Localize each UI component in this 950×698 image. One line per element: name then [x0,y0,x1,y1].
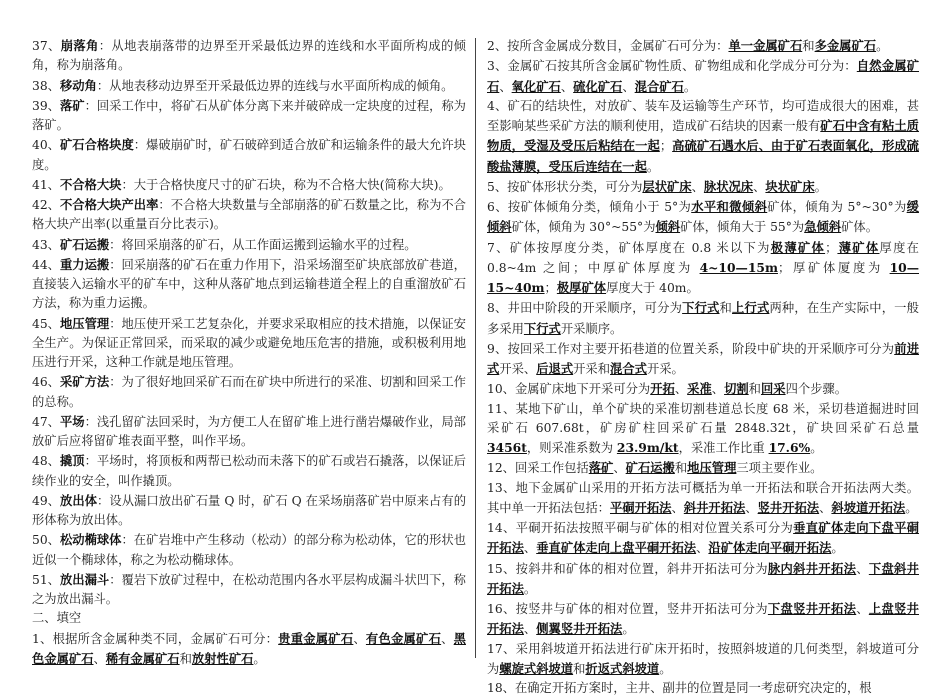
text-run: 、 [819,500,832,515]
answer: 倾斜 [655,219,681,235]
text-run: ； [544,281,557,295]
text-run: ：设从漏口放出矿石量 Q 时，矿石 Q 在采场崩落矿岩中原来占有的形体称为放出体。 [32,493,466,527]
paragraph [487,298,919,339]
text-run: 4、矿石的结块性，对放矿、装车及运输等生产环节，均可造成很大的困难，甚至影响某些采矿方法的顺利使用，造成矿石结块的因素一般有 [487,98,919,133]
text-run: 。 [253,651,266,666]
term: 崩落角 [60,38,99,53]
text-run: 开采、 [499,362,537,376]
paragraph [32,175,466,195]
paragraph [487,197,919,238]
text-run: ：大于合格快度尺寸的矿石块，称为不合格大快(简称大块)。 [121,177,451,192]
right-column [487,36,919,698]
term: 撬顶 [59,453,85,469]
text-run: ：从地表崩落带的边界至开采最低边界的连线和水平面所构成的倾角，称为崩落角。 [32,39,466,73]
text-run: ：从地表移动边界至开采最低边界的连线与水平面所构成的倾角。 [96,78,454,93]
text-run: ，则采准系数为 [526,441,617,455]
text-run: 5、按矿体形状分类，可分为 [487,179,643,194]
paragraph [32,96,466,136]
text-run: 、 [711,382,725,397]
text-run: ； [659,139,673,154]
column-divider [475,38,476,658]
text-run: 48、 [32,454,60,469]
text-run: 开采。 [646,362,684,376]
answer: 上行式 [732,300,770,316]
term: 地压管理 [59,315,110,331]
text-run: 和 [573,661,586,676]
text-run: 6、按矿体倾角分类，倾角小于 5°为 [487,200,692,214]
answer: 高硫矿石遇水后、由于矿石表面氧化，形成硫酸盐薄膜，受压后连结在一起 [487,138,919,174]
paragraph [487,559,919,600]
text-run: 38、 [32,78,60,93]
text-run: 、 [753,179,766,194]
answer: 混合矿石 [634,78,684,94]
paragraph [487,599,919,640]
text-run: ：覆岩下放矿过程中，在松动范围内各水平层构成漏斗状凹下，称之为放出漏斗。 [32,572,466,606]
answer: 水平和微倾斜 [691,199,768,214]
text-run: 矿体，倾角大于 55°为 [680,220,805,235]
text-run: 3、金属矿石按其所含金属矿物性质、矿物组成和化学成分可分为： [487,59,857,74]
text-run: 17、采用斜坡道开拓法进行矿床开拓时，按照斜坡道的几何类型，斜坡道可分为 [487,641,919,676]
text-run: 7、矿体按厚度分类，矿体厚度在 0.8 米以下为 [487,240,771,255]
paragraph [487,36,919,56]
text-run: 和 [719,301,733,316]
paragraph [32,609,466,628]
answer: 稀有金属矿石 [105,650,180,666]
term: 不合格大块产出率 [59,197,159,212]
answer: 块状矿床 [765,178,815,194]
text-run: 16、按竖井与矿体的相对位置，竖井开拓法可分为 [487,602,768,616]
answer: 脉内斜井开拓法 [767,560,857,576]
answer: 地压管理 [687,460,737,476]
text-run: 10、金属矿床地下开采可分为 [487,382,651,397]
text-run: ，采准工作比重 [678,441,769,455]
text-run: 。 [622,622,635,637]
text-run: 、 [745,500,758,515]
text-run: 11、某地下矿山，单个矿块的采准切割巷道总长度 68 米，采切巷道掘进时回采矿石 607.68t，矿房矿柱回采矿石量 2848.32t，矿块回采矿石总量 [487,401,919,435]
text-run: 。 [659,661,672,676]
text-run: 和 [674,461,688,476]
text-run: 矿体。 [841,220,879,235]
answer: 螺旋式斜坡道 [499,660,574,676]
answer: 折返式斜坡道 [585,660,660,676]
text-run: 、 [93,651,106,666]
paragraph [32,76,466,96]
text-run: 、 [622,79,635,94]
answer: 层状矿床 [642,178,692,194]
text-run: 13、地下金属矿山采用的开拓方法可概括为单一开拓法和联合开拓法两大类。其中单一开拓法包括： [487,480,919,515]
text-run: 三项主要作业。 [736,461,823,476]
answer: 后退式 [536,361,574,376]
answer: 单一金属矿石 [728,38,803,53]
text-run: 。 [905,500,918,515]
text-run: 15、按斜井和矿体的相对位置，斜井开拓法可分为 [487,561,768,576]
text-run: 和 [179,651,192,666]
text-run: 41、 [32,177,60,192]
answer: 采准 [687,381,712,397]
term: 矿石合格块度 [59,137,134,153]
answer: 混合式 [610,361,647,376]
paragraph [487,400,919,459]
paragraph [32,195,466,235]
paragraph [487,379,919,399]
paragraph [32,235,466,255]
text-run: 和 [748,382,761,397]
text-run: 49、 [32,493,61,508]
text-run: 12、回采工作包括 [487,461,589,476]
text-run: 、 [523,541,537,556]
answer: 切割 [724,381,749,397]
text-run: 40、 [32,138,60,153]
answer: 10—15~40m [487,259,919,295]
text-run: 。 [810,441,823,455]
text-run: 四个步骤。 [785,382,848,397]
answer: 开拓 [650,381,675,397]
text-run: 14、平硐开拓法按照平硐与矿体的相对位置关系可分为 [487,521,794,535]
answer: 贵重金属矿石 [278,630,354,646]
paragraph [487,97,919,177]
text-run: 。 [646,159,660,174]
term: 重力运搬 [59,256,110,272]
answer: 斜坡道开拓法 [831,499,906,515]
text-run: ； [825,240,838,255]
text-run: 46、 [32,375,60,390]
text-run: 18、在确定开拓方案时，主井、副井的位置是同一考虑研究决定的，根 [487,681,872,695]
text-run: 、 [856,602,869,616]
term: 不合格大块 [59,176,122,192]
text-run: 、 [499,79,512,94]
text-run: 开采顺序。 [560,321,623,336]
text-run: 、 [671,500,684,515]
answer: 脉状况床 [703,178,754,194]
text-run: 2、按所含金属成分数目，金属矿石可分为： [487,39,729,53]
text-run: 8、井田中阶段的开采顺序，可分为 [487,301,683,316]
answer: 23.9m/kt [616,440,679,455]
paragraph [32,255,466,314]
text-run: 、 [560,79,574,94]
paragraph [32,570,466,610]
answer: 17.6% [768,440,811,455]
term: 平场 [59,413,85,429]
answer: 3456t [487,440,527,455]
answer: 有色金属矿石 [365,630,442,646]
left-column [32,36,466,669]
text-run: 39、 [32,98,60,113]
answer: 氧化矿石 [511,78,561,94]
term: 移动角 [59,77,97,93]
text-run: 47、 [32,414,60,429]
answer: 极厚矿体 [556,280,607,295]
paragraph [487,238,919,299]
text-run: 。 [523,581,537,596]
term: 放出体 [60,492,98,508]
text-run: 、 [674,382,688,397]
text-run: ：回采工作中，将矿石从矿体分离下来并破碎成一定块度的过程，称为落矿。 [32,98,466,132]
text-run: 两种，在生产实际中，一般多采用 [487,301,919,336]
paragraph [487,177,919,197]
text-run: ：为了很好地回采矿石而在矿块中所进行的采准、切割和回采工作的总称。 [32,375,466,409]
answer: 侧翼竖井开拓法 [536,621,623,637]
answer: 垂直矿体走向上盘平硐开拓法 [536,540,697,556]
text-run: 。 [814,179,827,194]
text-run: 、 [613,461,626,476]
answer: 黑色金属矿石 [32,630,466,666]
text-run: 矿体，倾角为 30°~55°为 [511,220,656,235]
answer: 放射性矿石 [191,650,254,666]
text-run: 1、根据所含金属种类不同，金属矿石可分： [32,631,279,646]
answer: 矿石运搬 [625,460,675,476]
text-run: ：在矿岩堆中产生移动（松动）的部分称为松动体，它的形状也近似一个椭球体，称之为松动椭球体。 [32,533,466,567]
text-run: 。 [876,39,889,53]
answer: 落矿 [588,460,614,476]
term: 放出漏斗 [59,571,110,587]
answer: 矿石中含有粘土质物质，受湿及受压后粘结在一起 [487,118,919,154]
answer: 急倾斜 [804,219,842,235]
paragraph [32,135,466,175]
text-run: ：回采崩落的矿石在重力作用下，沿采场溜至矿块底部放矿巷道，直接装入运输水平的矿车中，这种从落矿地点到运输巷道全程上的自重溜放矿石方法，称为重力运搬。 [32,257,466,311]
text-run: ：爆破崩矿时，矿石破碎到适合放矿和运输条件的最大允许块度。 [32,138,466,172]
text-run: 43、 [32,237,60,252]
text-run: 、 [691,179,704,194]
paragraph [32,530,466,570]
paragraph [487,479,919,519]
answer: 斜井开拓法 [683,499,746,515]
answer: 自然金属矿石 [487,58,919,94]
text-run: 50、 [32,533,60,548]
text-run: 44、 [32,257,60,272]
answer: 平硐开拓法 [609,499,672,515]
text-run: 9、按回采工作对主要开拓巷道的位置关系，阶段中矿块的开采顺序可分为 [487,341,895,356]
answer: 下盘斜井开拓法 [487,560,919,596]
term: 矿石运搬 [59,236,110,252]
answer: 硫化矿石 [573,78,623,94]
term: 松动椭球体 [59,532,122,548]
paragraph [32,372,466,412]
text-run: 。 [831,541,844,556]
answer: 多金属矿石 [814,38,877,53]
answer: 下盘竖井开拓法 [767,601,857,616]
answer: 极薄矿体 [770,239,826,255]
text-run: 厚度在 0.8~4m 之间；中厚矿体厚度为 [487,240,919,275]
answer: 前进式 [487,340,919,376]
answer: 回采 [760,381,786,397]
paragraph [32,36,466,76]
answer: 垂直矿体走向下盘平硐开拓法 [487,520,919,556]
text-run: 37、 [32,39,61,53]
text-run: 、 [696,541,709,556]
text-run: 51、 [32,572,60,587]
text-run: ：地压使开采工艺复杂化，并要求采取相应的技术措施，以保证安全生产。为保证正常回采，而采取的减少或避免地压危害的措施，或积极利用地压进行开采，这种工作就是地压管理。 [32,316,466,369]
text-run: 45、 [32,316,60,331]
text-run: 开采和 [573,362,611,376]
text-run: 42、 [32,198,60,212]
paragraph [487,518,919,559]
answer: 下行式 [682,300,720,316]
text-run: ：不合格大块数量与全部崩落的矿石数量之比，称为不合格大块产出率(以重量百分比表示)。 [32,198,466,232]
text-run: 、 [856,561,869,576]
text-run: 、 [523,622,537,637]
text-run: 二、填空 [32,611,82,626]
text-run: 、 [353,631,366,646]
text-run: 。 [683,79,697,94]
text-run: 厚度大于 40m。 [606,281,699,295]
paragraph [32,629,466,670]
text-run: 矿体，倾角为 5°~30°为 [767,200,907,214]
answer: 上盘竖井开拓法 [487,601,919,637]
text-run: 和 [802,39,815,53]
answer: 下行式 [523,320,561,336]
answer: 4~10—15m [699,259,778,275]
paragraph [487,56,919,97]
paragraph [487,458,919,478]
answer: 竖井开拓法 [757,499,820,515]
paragraph [32,314,466,373]
paragraph [32,451,466,491]
paragraph [32,412,466,452]
paragraph [487,679,919,698]
text-run: ：浅孔留矿法回采时，为方便工人在留矿堆上进行凿岩爆破作业，局部放矿后应将留矿堆表面平整，叫作平场。 [32,414,466,448]
text-run: ：平场时，将顶板和两帮已松动而未落下的矿石或岩石撬落，以保证后续作业的安全，叫作撬顶。 [32,454,466,488]
term: 落矿 [59,97,85,113]
answer: 薄矿体 [837,239,880,255]
answer: 缓倾斜 [487,199,919,235]
text-run: ；厚矿体厦度为 [777,260,890,275]
paragraph [487,339,919,380]
text-run: ：将回采崩落的矿石，从工作面运搬到运输水平的过程。 [109,237,417,252]
term: 采矿方法 [59,374,110,390]
answer: 沿矿体走向平硐开拓法 [708,540,832,556]
paragraph [487,640,919,680]
paragraph [32,491,466,531]
text-run: 、 [441,631,454,646]
